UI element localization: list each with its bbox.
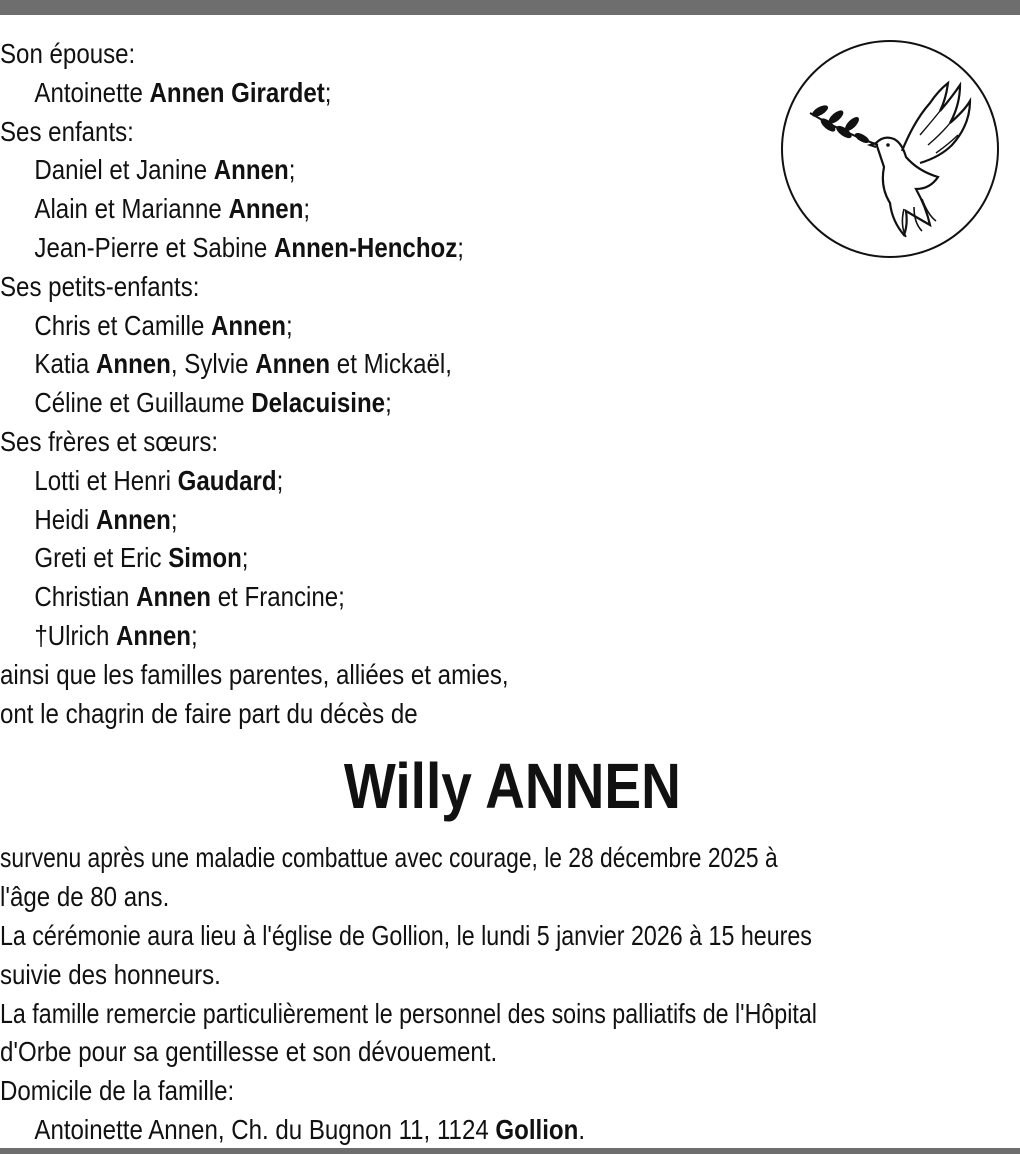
child-line: Jean-Pierre et Sabine Annen-Henchoz; (34, 231, 464, 263)
cross-icon: † (34, 619, 48, 651)
grandchild-line: Katia Annen, Sylvie Annen et Mickaël, (34, 348, 452, 380)
grandchild-line: Chris et Camille Annen; (34, 309, 293, 341)
thanks-paragraph (0, 995, 1020, 1073)
spouse-heading: Son épouse: (0, 38, 136, 69)
families-line: ainsi que les familles parentes, alliées et amies, (0, 658, 509, 690)
sibling-line: Greti et Eric Simon; (34, 542, 249, 574)
paragraph-line: survenu après une maladie combattue avec courage, le 28 décembre 2025 à (0, 842, 778, 874)
sibling-line: Heidi Annen; (34, 503, 178, 535)
child-line: Alain et Marianne Annen; (34, 193, 311, 225)
bottom-rule (0, 1148, 1020, 1154)
child-line: Daniel et Janine Annen; (34, 154, 296, 186)
grandchild-line: Céline et Guillaume Delacuisine; (34, 387, 392, 419)
spouse-line: Antoinette Annen Girardet; (34, 76, 332, 108)
paragraph-line: suivie des honneurs. (0, 958, 221, 990)
grandchildren-heading: Ses petits-enfants: (0, 270, 200, 302)
top-rule (0, 0, 1020, 15)
circumstances-paragraph (0, 839, 1020, 917)
siblings-heading: Ses frères et sœurs: (0, 425, 219, 457)
obituary-notice (0, 35, 1020, 1150)
sibling-line: Christian Annen et Francine; (34, 581, 345, 613)
deceased-name: Willy ANNEN (343, 750, 681, 823)
paragraph-line: La famille remercie particulièrement le personnel des soins palliatifs de l'Hôpital (0, 997, 817, 1029)
domicile-heading: Domicile de la famille: (0, 1075, 235, 1107)
announce-line: ont le chagrin de faire part du décès de (0, 697, 418, 729)
domicile-address: Antoinette Annen, Ch. du Bugnon 11, 1124 Gollion. (34, 1113, 586, 1145)
paragraph-line: l'âge de 80 ans. (0, 881, 170, 913)
paragraph-line: La cérémonie aura lieu à l'église de Gollion, le lundi 5 janvier 2026 à 15 heures (0, 919, 812, 951)
ceremony-paragraph (0, 917, 1020, 995)
sibling-line: Lotti et Henri Gaudard; (34, 464, 284, 496)
children-heading: Ses enfants: (0, 115, 134, 147)
paragraph-line: d'Orbe pour sa gentillesse et son dévouement. (0, 1036, 498, 1068)
sibling-line-deceased: †Ulrich Annen; (34, 619, 198, 651)
